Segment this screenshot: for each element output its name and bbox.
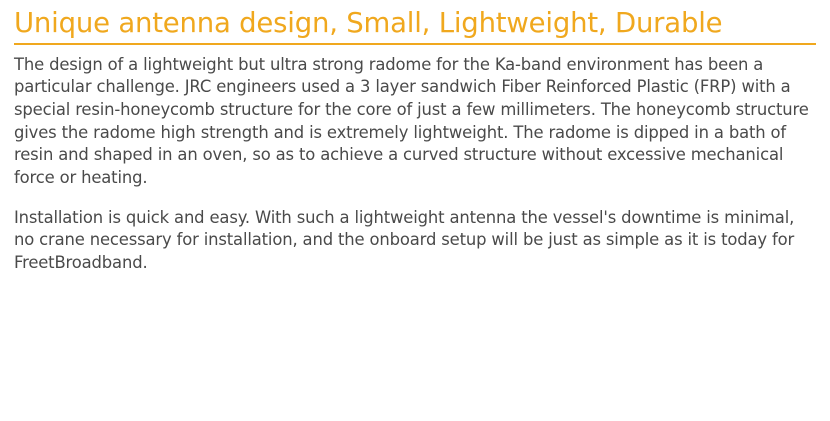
paragraph-installation: Installation is quick and easy. With such a lightweight antenna the vessel's downtime is minimal, no crane necessary for installation, and the onboard setup will be just as simple as it is today for FreetBroadband. xyxy=(14,207,795,272)
paragraph-radome-design: The design of a lightweight but ultra strong radome for the Ka-band environment has been a particular challenge. JRC engineers used a 3 layer sandwich Fiber Reinforced Plastic (FRP) with a special resin-honeycomb structure for the core of just a few millimeters. The honeycomb structure gives the radome high strength and is extremely lightweight. The radome is dipped in a bath of resin and shaped in an oven, so as to achieve a curved structure without excessive mechanical force or heating. xyxy=(14,54,809,187)
title-underline-divider xyxy=(14,43,816,45)
page-title: Unique antenna design, Small, Lightweight, Durable xyxy=(14,7,723,39)
